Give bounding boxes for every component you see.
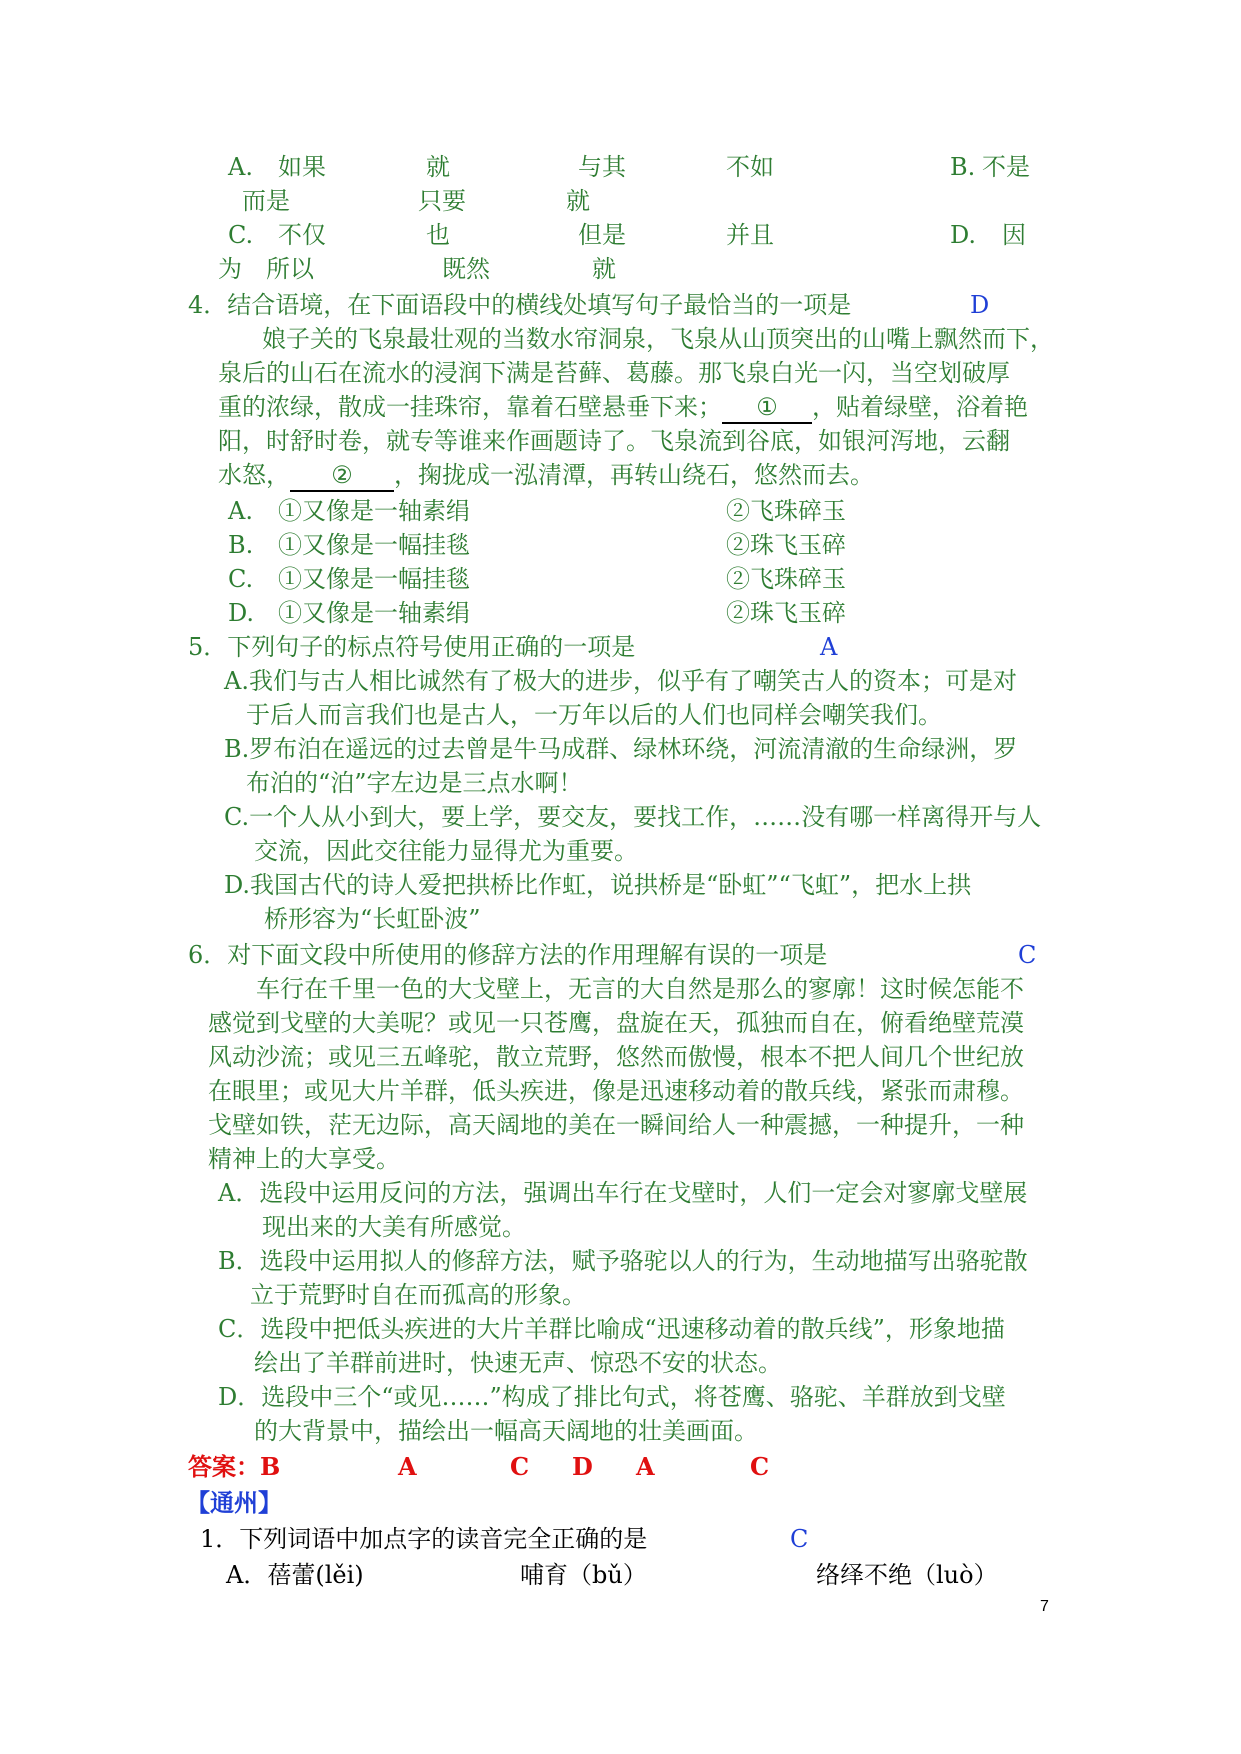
q3-option-a-word3: 与其 — [578, 153, 626, 181]
q3-option-a-word1: 如果 — [278, 153, 326, 181]
q5-option-d-line1: D.我国古代的诗人爱把拱桥比作虹，说拱桥是“卧虹”“飞虹”，把水上拱 — [224, 871, 972, 899]
q4-option-d-label: D. — [228, 599, 255, 627]
q3-option-c-word2: 也 — [426, 221, 450, 249]
q4-option-b-first: ①又像是一幅挂毯 — [278, 531, 470, 559]
q3-option-b-word4: 就 — [566, 187, 590, 215]
q3-option-d-word5: 就 — [592, 255, 616, 283]
tongzhou-q1-option-a: A．蓓蕾(lěi) — [226, 1561, 364, 1589]
q6-option-b-line1: B．选段中运用拟人的修辞方法，赋予骆驼以人的行为，生动地描写出骆驼散 — [218, 1247, 1028, 1275]
q5-option-b-line1: B.罗布泊在遥远的过去曾是牛马成群、绿林环绕，河流清澈的生命绿洲，罗 — [224, 735, 1018, 763]
q3-option-d-word3: 所以 — [266, 255, 314, 283]
q3-option-d-label: D. — [950, 221, 977, 249]
q4-option-a-label: A. — [228, 497, 253, 525]
answer-q4: D — [572, 1452, 593, 1481]
q6-answer: C — [1018, 941, 1037, 969]
q4-passage-line5-start: 水怒， — [218, 461, 290, 489]
q4-passage-line4: 阳，时舒时卷，就专等谁来作画题诗了。飞泉流到谷底，如银河泻地，云翻 — [218, 427, 1010, 455]
q3-option-c-label: C. — [228, 221, 254, 249]
q6-option-c-line1: C．选段中把低头疾进的大片羊群比喻成“迅速移动着的散兵线”，形象地描 — [218, 1315, 1005, 1343]
q4-passage-line1: 娘子关的飞泉最壮观的当数水帘洞泉，飞泉从山顶突出的山嘴上飘然而下， — [262, 325, 1054, 353]
q3-option-c-word3: 但是 — [578, 221, 626, 249]
answer-q1: B — [260, 1452, 281, 1481]
q6-stem: 6．对下面文段中所使用的修辞方法的作用理解有误的一项是 — [188, 941, 828, 969]
q6-passage-line3: 风动沙流；或见三五峰驼，散立荒野，悠然而傲慢，根本不把人间几个世纪放 — [208, 1043, 1024, 1071]
q5-stem: 5．下列句子的标点符号使用正确的一项是 — [188, 633, 636, 661]
q4-answer: D — [970, 291, 990, 319]
q4-stem: 4．结合语境，在下面语段中的横线处填写句子最恰当的一项是 — [188, 291, 852, 319]
q4-option-d-first: ①又像是一轴素绢 — [278, 599, 470, 627]
answer-q2: A — [398, 1452, 417, 1481]
tongzhou-q1-option-c: 络绎不绝（luò） — [816, 1561, 998, 1589]
answers-label: 答案： — [188, 1452, 260, 1481]
q6-passage-line1: 车行在千里一色的大戈壁上，无言的大自然是那么的寥廓！这时候怎能不 — [256, 975, 1024, 1003]
q4-passage-line2: 泉后的山石在流水的浸润下满是苔藓、葛藤。那飞泉白光一闪，当空划破厚 — [218, 359, 1010, 387]
tongzhou-q1-answer: C — [790, 1525, 809, 1553]
answer-q6: C — [750, 1452, 770, 1481]
q5-option-c-line2: 交流，因此交往能力显得尤为重要。 — [254, 837, 638, 865]
q3-option-a-word2: 就 — [426, 153, 450, 181]
q6-passage-line5: 戈壁如铁，茫无边际，高天阔地的美在一瞬间给人一种震撼，一种提升，一种 — [208, 1111, 1024, 1139]
q4-passage-line5 — [218, 460, 874, 492]
q3-option-a-label: A. — [228, 153, 253, 181]
q6-passage-line2: 感觉到戈壁的大美呢？或见一只苍鹰，盘旋在天，孤独而自在，俯看绝壁荒漠 — [208, 1009, 1024, 1037]
q4-option-a-second: ②飞珠碎玉 — [726, 497, 846, 525]
q3-option-b-word3: 只要 — [418, 187, 466, 215]
tongzhou-q1-stem: 1．下列词语中加点字的读音完全正确的是 — [200, 1525, 648, 1553]
q6-option-c-line2: 绘出了羊群前进时，快速无声、惊恐不安的状态。 — [254, 1349, 782, 1377]
q4-blank-2: ② — [290, 460, 394, 492]
tongzhou-q1-option-b: 哺育（bǔ） — [520, 1561, 647, 1589]
q5-option-a-line2: 于后人而言我们也是古人，一万年以后的人们也同样会嘲笑我们。 — [246, 701, 942, 729]
q4-passage-line3-start: 重的浓绿，散成一挂珠帘，靠着石壁悬垂下来； — [218, 393, 722, 421]
q5-option-c-line1: C.一个人从小到大，要上学，要交友，要找工作，……没有哪一样离得开与人 — [224, 803, 1042, 831]
q3-option-b-word1: 不是 — [982, 153, 1030, 181]
q6-option-b-line2: 立于荒野时自在而孤高的形象。 — [250, 1281, 586, 1309]
q6-passage-line4: 在眼里；或见大片羊群，低头疾进，像是迅速移动着的散兵线，紧张而肃穆。 — [208, 1077, 1024, 1105]
q3-option-d-word1: 因 — [1002, 221, 1026, 249]
q6-option-d-line1: D．选段中三个“或见……”构成了排比句式，将苍鹰、骆驼、羊群放到戈壁 — [218, 1383, 1006, 1411]
q6-option-a-line1: A．选段中运用反问的方法，强调出车行在戈壁时，人们一定会对寥廓戈壁展 — [218, 1179, 1028, 1207]
q3-option-b-word2: 而是 — [242, 187, 290, 215]
q4-option-a-first: ①又像是一轴素绢 — [278, 497, 470, 525]
q4-option-c-first: ①又像是一幅挂毯 — [278, 565, 470, 593]
q4-option-b-second: ②珠飞玉碎 — [726, 531, 846, 559]
answer-q5: A — [636, 1452, 655, 1481]
q4-passage-line5-end: ，掬拢成一泓清潭，再转山绕石，悠然而去。 — [394, 461, 874, 489]
q4-option-c-label: C. — [228, 565, 254, 593]
q4-option-b-label: B. — [228, 531, 254, 559]
page-number: 7 — [1040, 1598, 1049, 1615]
q4-option-c-second: ②飞珠碎玉 — [726, 565, 846, 593]
answer-q3: C — [510, 1452, 530, 1481]
q5-option-b-line2: 布泊的“泊”字左边是三点水啊！ — [246, 769, 583, 797]
q4-blank-1: ① — [722, 392, 812, 424]
q3-option-d-word2: 为 — [218, 255, 242, 283]
q6-option-a-line2: 现出来的大美有所感觉。 — [262, 1213, 526, 1241]
q4-option-d-second: ②珠飞玉碎 — [726, 599, 846, 627]
q5-option-a-line1: A.我们与古人相比诚然有了极大的进步，似乎有了嘲笑古人的资本；可是对 — [224, 667, 1017, 695]
q5-option-d-line2: 桥形容为“长虹卧波” — [264, 905, 481, 933]
q3-option-c-word4: 并且 — [726, 221, 774, 249]
q4-passage-line3-end: ，贴着绿壁，浴着艳 — [812, 393, 1028, 421]
q3-option-b-label: B. — [950, 153, 976, 181]
q5-answer: A — [820, 633, 838, 661]
q4-passage-line3 — [218, 392, 1028, 424]
q6-passage-line6: 精神上的大享受。 — [208, 1145, 400, 1173]
q3-option-d-word4: 既然 — [442, 255, 490, 283]
section-header-tongzhou: 【通州】 — [186, 1488, 282, 1517]
q3-option-c-word1: 不仅 — [278, 221, 326, 249]
q3-option-a-word4: 不如 — [726, 153, 774, 181]
q6-option-d-line2: 的大背景中，描绘出一幅高天阔地的壮美画面。 — [254, 1417, 758, 1445]
